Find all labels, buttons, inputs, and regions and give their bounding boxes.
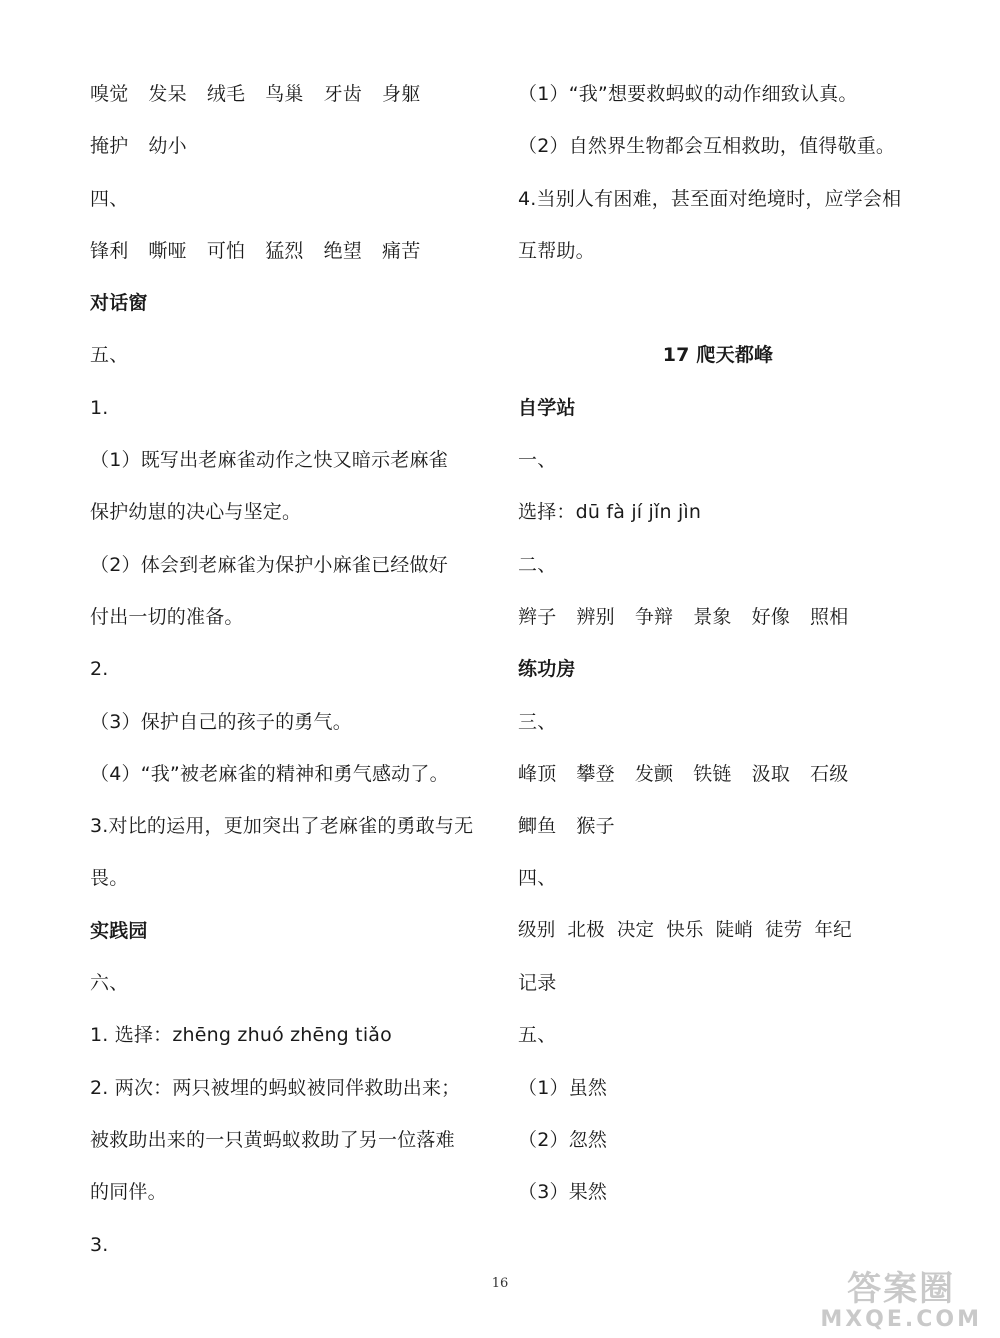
- section-number: 三、: [518, 710, 557, 733]
- word: 猴子: [576, 815, 615, 838]
- answer-text: （2）体会到老麻雀为保护小麻雀已经做好: [90, 553, 448, 576]
- word: 发呆: [148, 83, 187, 105]
- section-number: 六、: [90, 972, 129, 995]
- word: 石级: [810, 762, 849, 785]
- word: 绒毛: [206, 83, 246, 105]
- question-number: 2.: [90, 658, 109, 681]
- word-list-row: [90, 120, 490, 172]
- page-number: 16: [491, 1276, 509, 1291]
- right-column: [518, 68, 918, 1219]
- answer-text: （1）既写出老麻雀动作之快又暗示老麻雀: [90, 449, 448, 472]
- word: 峰顶: [518, 762, 557, 785]
- answer-text: （1）虽然: [518, 1076, 608, 1099]
- word: 年纪: [814, 919, 852, 941]
- word-list-row: [518, 800, 918, 852]
- section-heading: 实践园: [90, 919, 148, 942]
- word-list-row: [90, 68, 490, 120]
- answer-text: 的同伴。: [90, 1181, 167, 1204]
- answer-text: 4.当别人有困难，甚至面对绝境时，应学会相: [518, 187, 902, 210]
- watermark-logo: [820, 1270, 982, 1332]
- word: 决定: [616, 919, 655, 941]
- section-heading: 对话窗: [90, 292, 148, 315]
- answer-text: 记录: [518, 972, 557, 995]
- answer-text: 1. 选择：zhēng zhuó zhēng tiǎo: [90, 1024, 392, 1047]
- answer-text: （2）自然界生物都会互相救助，值得敬重。: [518, 135, 896, 158]
- answer-text: （4）“我”被老麻雀的精神和勇气感动了。: [90, 762, 449, 785]
- word: 嘶哑: [148, 239, 187, 262]
- word: 好像: [751, 605, 791, 628]
- answer-text: 保护幼崽的决心与坚定。: [90, 501, 302, 524]
- word: 北极: [567, 919, 605, 941]
- spacer: [518, 277, 918, 329]
- question-number: 3.: [90, 1233, 109, 1256]
- answer-text: （1）“我”想要救蚂蚁的动作细致认真。: [518, 83, 858, 105]
- word: 发颤: [634, 762, 674, 785]
- answer-text: （3）果然: [518, 1181, 608, 1204]
- word: 争辩: [634, 605, 674, 628]
- section-heading: 练功房: [518, 658, 576, 681]
- word: 级别: [518, 919, 556, 941]
- word: 景象: [693, 605, 732, 628]
- word: 鸟巢: [265, 83, 304, 105]
- word-list-row: [90, 225, 490, 277]
- word: 猛烈: [265, 239, 304, 262]
- word: 绝望: [323, 239, 363, 262]
- answer-text: 2. 两次：两只被埋的蚂蚁被同伴救助出来；: [90, 1076, 461, 1099]
- word: 牙齿: [323, 83, 363, 105]
- word: 可怕: [206, 239, 246, 262]
- word: 陡峭: [715, 919, 754, 941]
- word: 汲取: [751, 762, 791, 785]
- word: 攀登: [576, 762, 615, 785]
- word: 徒劳: [765, 919, 803, 941]
- section-number: 四、: [90, 187, 129, 210]
- word: 嗅觉: [90, 83, 129, 105]
- word: 快乐: [666, 919, 704, 941]
- watermark-text: 答案圈: [847, 1269, 956, 1309]
- word: 辨别: [576, 605, 615, 628]
- section-number: 一、: [518, 449, 557, 472]
- answer-text: 互帮助。: [518, 239, 595, 262]
- section-heading: 自学站: [518, 396, 576, 419]
- word-list-row: [518, 905, 918, 957]
- answer-text: （2）忽然: [518, 1128, 608, 1151]
- answer-text: 被救助出来的一只黄蚂蚁救助了另一位落难: [90, 1128, 455, 1151]
- section-number: 五、: [90, 344, 129, 367]
- left-column: [90, 68, 490, 1271]
- word: 锋利: [90, 239, 129, 262]
- section-number: 五、: [518, 1024, 557, 1047]
- answer-text: （3）保护自己的孩子的勇气。: [90, 710, 352, 733]
- question-number: 1.: [90, 396, 109, 419]
- word: 铁链: [693, 762, 732, 785]
- word: 鲫鱼: [518, 815, 557, 838]
- word: 痛苦: [382, 239, 421, 262]
- answer-text: 选择：dū fà jí jǐn jìn: [518, 501, 702, 524]
- word: 照相: [810, 605, 849, 628]
- word: 幼小: [148, 135, 187, 158]
- section-number: 二、: [518, 553, 557, 576]
- section-number: 四、: [518, 867, 557, 890]
- word: 掩护: [90, 135, 129, 158]
- word-list-row: [518, 748, 918, 800]
- word: 辫子: [518, 605, 557, 628]
- answer-text: 畏。: [90, 867, 129, 890]
- lesson-title: 17 爬天都峰: [662, 344, 774, 367]
- word: 身躯: [382, 83, 421, 105]
- answer-text: 付出一切的准备。: [90, 605, 244, 628]
- answer-text: 3.对比的运用，更加突出了老麻雀的勇敢与无: [90, 815, 474, 838]
- watermark-url: MXQE.COM: [820, 1307, 982, 1332]
- word-list-row: [518, 591, 918, 643]
